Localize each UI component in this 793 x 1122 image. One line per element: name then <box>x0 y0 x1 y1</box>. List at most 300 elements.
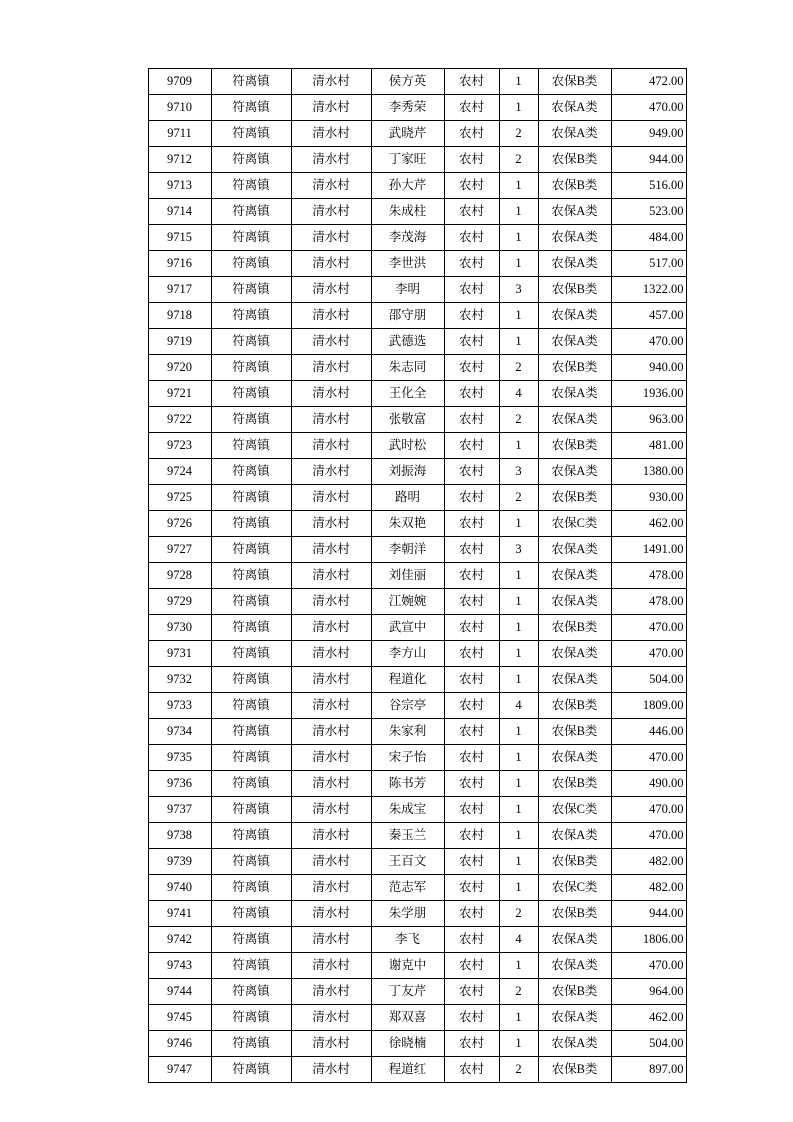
cell-name: 丁友芹 <box>371 979 444 1005</box>
cell-name: 朱家利 <box>371 719 444 745</box>
cell-amount: 897.00 <box>611 1057 686 1083</box>
cell-category: 农保A类 <box>538 199 611 225</box>
cell-id: 9739 <box>148 849 211 875</box>
cell-amount: 472.00 <box>611 69 686 95</box>
cell-village: 清水村 <box>291 693 371 719</box>
cell-household-type: 农村 <box>444 433 499 459</box>
cell-id: 9712 <box>148 147 211 173</box>
cell-id: 9718 <box>148 303 211 329</box>
cell-amount: 470.00 <box>611 745 686 771</box>
cell-household-type: 农村 <box>444 485 499 511</box>
cell-person-count: 1 <box>499 875 538 901</box>
cell-amount: 470.00 <box>611 329 686 355</box>
cell-town: 符离镇 <box>211 277 291 303</box>
cell-household-type: 农村 <box>444 797 499 823</box>
cell-household-type: 农村 <box>444 537 499 563</box>
table-row <box>148 771 686 797</box>
table-row <box>148 589 686 615</box>
cell-category: 农保A类 <box>538 667 611 693</box>
cell-name: 王百文 <box>371 849 444 875</box>
cell-amount: 470.00 <box>611 641 686 667</box>
cell-household-type: 农村 <box>444 1057 499 1083</box>
cell-person-count: 1 <box>499 1031 538 1057</box>
cell-category: 农保A类 <box>538 95 611 121</box>
cell-amount: 484.00 <box>611 225 686 251</box>
cell-name: 邵守朋 <box>371 303 444 329</box>
cell-id: 9717 <box>148 277 211 303</box>
cell-category: 农保B类 <box>538 147 611 173</box>
table-row <box>148 485 686 511</box>
cell-town: 符离镇 <box>211 823 291 849</box>
cell-id: 9733 <box>148 693 211 719</box>
cell-name: 秦玉兰 <box>371 823 444 849</box>
table-row <box>148 459 686 485</box>
cell-amount: 446.00 <box>611 719 686 745</box>
table-row <box>148 407 686 433</box>
cell-category: 农保C类 <box>538 875 611 901</box>
cell-town: 符离镇 <box>211 459 291 485</box>
table-row <box>148 329 686 355</box>
cell-amount: 1380.00 <box>611 459 686 485</box>
cell-id: 9730 <box>148 615 211 641</box>
cell-category: 农保A类 <box>538 953 611 979</box>
cell-amount: 470.00 <box>611 797 686 823</box>
cell-village: 清水村 <box>291 771 371 797</box>
cell-name: 刘振海 <box>371 459 444 485</box>
cell-town: 符离镇 <box>211 719 291 745</box>
cell-person-count: 1 <box>499 953 538 979</box>
cell-town: 符离镇 <box>211 1005 291 1031</box>
cell-town: 符离镇 <box>211 303 291 329</box>
cell-name: 宋子怡 <box>371 745 444 771</box>
cell-person-count: 4 <box>499 693 538 719</box>
cell-name: 李朝洋 <box>371 537 444 563</box>
cell-village: 清水村 <box>291 823 371 849</box>
cell-id: 9729 <box>148 589 211 615</box>
cell-category: 农保A类 <box>538 225 611 251</box>
cell-town: 符离镇 <box>211 251 291 277</box>
cell-name: 丁家旺 <box>371 147 444 173</box>
table-row <box>148 303 686 329</box>
cell-village: 清水村 <box>291 563 371 589</box>
cell-id: 9731 <box>148 641 211 667</box>
cell-name: 朱学朋 <box>371 901 444 927</box>
cell-household-type: 农村 <box>444 953 499 979</box>
cell-name: 侯方英 <box>371 69 444 95</box>
cell-amount: 944.00 <box>611 147 686 173</box>
cell-village: 清水村 <box>291 485 371 511</box>
cell-town: 符离镇 <box>211 693 291 719</box>
cell-amount: 504.00 <box>611 667 686 693</box>
cell-category: 农保A类 <box>538 1005 611 1031</box>
cell-id: 9720 <box>148 355 211 381</box>
cell-town: 符离镇 <box>211 407 291 433</box>
table-row <box>148 979 686 1005</box>
cell-village: 清水村 <box>291 797 371 823</box>
table-row <box>148 1031 686 1057</box>
cell-id: 9713 <box>148 173 211 199</box>
cell-village: 清水村 <box>291 849 371 875</box>
cell-name: 陈书芳 <box>371 771 444 797</box>
cell-village: 清水村 <box>291 953 371 979</box>
cell-household-type: 农村 <box>444 563 499 589</box>
cell-amount: 516.00 <box>611 173 686 199</box>
cell-name: 李世洪 <box>371 251 444 277</box>
cell-name: 武时松 <box>371 433 444 459</box>
cell-town: 符离镇 <box>211 797 291 823</box>
cell-name: 刘佳丽 <box>371 563 444 589</box>
cell-category: 农保A类 <box>538 823 611 849</box>
cell-town: 符离镇 <box>211 225 291 251</box>
cell-name: 李方山 <box>371 641 444 667</box>
cell-village: 清水村 <box>291 1031 371 1057</box>
cell-town: 符离镇 <box>211 1057 291 1083</box>
table-container <box>148 68 684 1083</box>
table-row <box>148 641 686 667</box>
cell-person-count: 2 <box>499 485 538 511</box>
cell-id: 9711 <box>148 121 211 147</box>
cell-category: 农保A类 <box>538 381 611 407</box>
cell-town: 符离镇 <box>211 1031 291 1057</box>
cell-village: 清水村 <box>291 147 371 173</box>
cell-town: 符离镇 <box>211 563 291 589</box>
cell-village: 清水村 <box>291 667 371 693</box>
cell-id: 9744 <box>148 979 211 1005</box>
cell-person-count: 4 <box>499 927 538 953</box>
cell-name: 武德选 <box>371 329 444 355</box>
cell-amount: 482.00 <box>611 875 686 901</box>
cell-household-type: 农村 <box>444 121 499 147</box>
cell-household-type: 农村 <box>444 615 499 641</box>
cell-village: 清水村 <box>291 303 371 329</box>
cell-village: 清水村 <box>291 121 371 147</box>
table-row <box>148 745 686 771</box>
table-row <box>148 667 686 693</box>
cell-town: 符离镇 <box>211 329 291 355</box>
cell-amount: 944.00 <box>611 901 686 927</box>
cell-id: 9724 <box>148 459 211 485</box>
cell-person-count: 1 <box>499 615 538 641</box>
cell-person-count: 1 <box>499 95 538 121</box>
table-row <box>148 147 686 173</box>
cell-category: 农保B类 <box>538 849 611 875</box>
cell-town: 符离镇 <box>211 641 291 667</box>
cell-id: 9741 <box>148 901 211 927</box>
cell-category: 农保B类 <box>538 615 611 641</box>
cell-town: 符离镇 <box>211 69 291 95</box>
cell-person-count: 2 <box>499 121 538 147</box>
cell-town: 符离镇 <box>211 485 291 511</box>
cell-household-type: 农村 <box>444 1005 499 1031</box>
cell-amount: 949.00 <box>611 121 686 147</box>
cell-person-count: 1 <box>499 641 538 667</box>
cell-id: 9743 <box>148 953 211 979</box>
cell-person-count: 1 <box>499 199 538 225</box>
cell-id: 9721 <box>148 381 211 407</box>
cell-amount: 964.00 <box>611 979 686 1005</box>
cell-village: 清水村 <box>291 901 371 927</box>
cell-amount: 462.00 <box>611 1005 686 1031</box>
cell-amount: 481.00 <box>611 433 686 459</box>
cell-person-count: 3 <box>499 537 538 563</box>
cell-category: 农保B类 <box>538 277 611 303</box>
cell-household-type: 农村 <box>444 225 499 251</box>
cell-id: 9727 <box>148 537 211 563</box>
cell-category: 农保A类 <box>538 303 611 329</box>
cell-village: 清水村 <box>291 199 371 225</box>
cell-village: 清水村 <box>291 173 371 199</box>
cell-category: 农保B类 <box>538 901 611 927</box>
cell-amount: 470.00 <box>611 823 686 849</box>
cell-village: 清水村 <box>291 641 371 667</box>
cell-amount: 490.00 <box>611 771 686 797</box>
cell-person-count: 2 <box>499 407 538 433</box>
cell-category: 农保A类 <box>538 745 611 771</box>
cell-amount: 470.00 <box>611 953 686 979</box>
cell-town: 符离镇 <box>211 199 291 225</box>
cell-person-count: 1 <box>499 225 538 251</box>
cell-person-count: 1 <box>499 329 538 355</box>
cell-village: 清水村 <box>291 589 371 615</box>
cell-person-count: 1 <box>499 511 538 537</box>
table-row <box>148 381 686 407</box>
cell-village: 清水村 <box>291 1005 371 1031</box>
cell-category: 农保A类 <box>538 459 611 485</box>
cell-category: 农保A类 <box>538 589 611 615</box>
cell-category: 农保A类 <box>538 537 611 563</box>
cell-category: 农保B类 <box>538 1057 611 1083</box>
cell-category: 农保C类 <box>538 797 611 823</box>
cell-person-count: 1 <box>499 433 538 459</box>
cell-person-count: 1 <box>499 719 538 745</box>
cell-id: 9728 <box>148 563 211 589</box>
cell-household-type: 农村 <box>444 901 499 927</box>
cell-person-count: 1 <box>499 69 538 95</box>
cell-household-type: 农村 <box>444 823 499 849</box>
cell-household-type: 农村 <box>444 875 499 901</box>
cell-household-type: 农村 <box>444 173 499 199</box>
cell-person-count: 2 <box>499 979 538 1005</box>
cell-id: 9709 <box>148 69 211 95</box>
cell-amount: 457.00 <box>611 303 686 329</box>
cell-town: 符离镇 <box>211 355 291 381</box>
cell-household-type: 农村 <box>444 303 499 329</box>
table-row <box>148 95 686 121</box>
cell-person-count: 1 <box>499 173 538 199</box>
cell-category: 农保A类 <box>538 407 611 433</box>
cell-town: 符离镇 <box>211 953 291 979</box>
cell-id: 9737 <box>148 797 211 823</box>
cell-village: 清水村 <box>291 251 371 277</box>
cell-person-count: 1 <box>499 797 538 823</box>
cell-town: 符离镇 <box>211 875 291 901</box>
table-row <box>148 199 686 225</box>
table-row <box>148 69 686 95</box>
table-row <box>148 615 686 641</box>
cell-amount: 470.00 <box>611 615 686 641</box>
table-row <box>148 173 686 199</box>
cell-name: 谷宗亭 <box>371 693 444 719</box>
cell-category: 农保A类 <box>538 641 611 667</box>
table-row <box>148 901 686 927</box>
table-body <box>148 69 686 1083</box>
cell-village: 清水村 <box>291 927 371 953</box>
cell-village: 清水村 <box>291 329 371 355</box>
cell-id: 9723 <box>148 433 211 459</box>
cell-person-count: 1 <box>499 771 538 797</box>
cell-category: 农保B类 <box>538 173 611 199</box>
table-row <box>148 1005 686 1031</box>
cell-person-count: 1 <box>499 667 538 693</box>
table-row <box>148 875 686 901</box>
cell-town: 符离镇 <box>211 771 291 797</box>
cell-amount: 482.00 <box>611 849 686 875</box>
cell-amount: 1936.00 <box>611 381 686 407</box>
cell-id: 9738 <box>148 823 211 849</box>
cell-id: 9715 <box>148 225 211 251</box>
cell-id: 9735 <box>148 745 211 771</box>
cell-name: 武晓芹 <box>371 121 444 147</box>
cell-village: 清水村 <box>291 407 371 433</box>
cell-town: 符离镇 <box>211 121 291 147</box>
table-row <box>148 849 686 875</box>
cell-amount: 504.00 <box>611 1031 686 1057</box>
cell-category: 农保A类 <box>538 121 611 147</box>
cell-amount: 930.00 <box>611 485 686 511</box>
table-row <box>148 121 686 147</box>
cell-person-count: 1 <box>499 589 538 615</box>
cell-village: 清水村 <box>291 459 371 485</box>
cell-town: 符离镇 <box>211 745 291 771</box>
cell-name: 江婉婉 <box>371 589 444 615</box>
cell-household-type: 农村 <box>444 355 499 381</box>
cell-person-count: 2 <box>499 147 538 173</box>
cell-name: 程道红 <box>371 1057 444 1083</box>
cell-category: 农保C类 <box>538 511 611 537</box>
cell-village: 清水村 <box>291 979 371 1005</box>
cell-name: 武宣中 <box>371 615 444 641</box>
cell-village: 清水村 <box>291 95 371 121</box>
table-row <box>148 693 686 719</box>
cell-household-type: 农村 <box>444 251 499 277</box>
cell-name: 朱成柱 <box>371 199 444 225</box>
cell-category: 农保B类 <box>538 719 611 745</box>
cell-id: 9732 <box>148 667 211 693</box>
cell-town: 符离镇 <box>211 901 291 927</box>
table-row <box>148 823 686 849</box>
cell-name: 朱双艳 <box>371 511 444 537</box>
cell-household-type: 农村 <box>444 979 499 1005</box>
cell-village: 清水村 <box>291 1057 371 1083</box>
cell-id: 9734 <box>148 719 211 745</box>
cell-name: 王化全 <box>371 381 444 407</box>
cell-name: 李明 <box>371 277 444 303</box>
cell-name: 程道化 <box>371 667 444 693</box>
cell-category: 农保B类 <box>538 355 611 381</box>
cell-category: 农保B类 <box>538 69 611 95</box>
cell-person-count: 1 <box>499 849 538 875</box>
cell-town: 符离镇 <box>211 927 291 953</box>
cell-amount: 1809.00 <box>611 693 686 719</box>
cell-id: 9745 <box>148 1005 211 1031</box>
table-row <box>148 433 686 459</box>
cell-name: 谢克中 <box>371 953 444 979</box>
cell-village: 清水村 <box>291 69 371 95</box>
cell-household-type: 农村 <box>444 719 499 745</box>
cell-person-count: 2 <box>499 355 538 381</box>
cell-household-type: 农村 <box>444 511 499 537</box>
cell-town: 符离镇 <box>211 667 291 693</box>
cell-category: 农保B类 <box>538 693 611 719</box>
cell-household-type: 农村 <box>444 771 499 797</box>
cell-id: 9716 <box>148 251 211 277</box>
cell-category: 农保A类 <box>538 1031 611 1057</box>
cell-name: 孙大芹 <box>371 173 444 199</box>
cell-id: 9719 <box>148 329 211 355</box>
table-row <box>148 953 686 979</box>
cell-id: 9747 <box>148 1057 211 1083</box>
cell-id: 9736 <box>148 771 211 797</box>
cell-village: 清水村 <box>291 615 371 641</box>
cell-town: 符离镇 <box>211 589 291 615</box>
cell-person-count: 3 <box>499 459 538 485</box>
cell-household-type: 农村 <box>444 1031 499 1057</box>
table-row <box>148 1057 686 1083</box>
cell-village: 清水村 <box>291 875 371 901</box>
cell-id: 9746 <box>148 1031 211 1057</box>
cell-household-type: 农村 <box>444 407 499 433</box>
table-row <box>148 563 686 589</box>
cell-amount: 478.00 <box>611 563 686 589</box>
cell-person-count: 1 <box>499 823 538 849</box>
cell-village: 清水村 <box>291 745 371 771</box>
cell-town: 符离镇 <box>211 147 291 173</box>
cell-person-count: 1 <box>499 745 538 771</box>
cell-name: 路明 <box>371 485 444 511</box>
table-row <box>148 511 686 537</box>
cell-person-count: 4 <box>499 381 538 407</box>
cell-village: 清水村 <box>291 381 371 407</box>
cell-village: 清水村 <box>291 537 371 563</box>
cell-id: 9714 <box>148 199 211 225</box>
cell-village: 清水村 <box>291 355 371 381</box>
cell-category: 农保A类 <box>538 563 611 589</box>
cell-category: 农保B类 <box>538 485 611 511</box>
cell-name: 张敬富 <box>371 407 444 433</box>
cell-town: 符离镇 <box>211 511 291 537</box>
cell-amount: 478.00 <box>611 589 686 615</box>
cell-name: 范志军 <box>371 875 444 901</box>
cell-amount: 1491.00 <box>611 537 686 563</box>
subsidy-table <box>148 68 687 1083</box>
table-row <box>148 355 686 381</box>
cell-household-type: 农村 <box>444 667 499 693</box>
cell-amount: 470.00 <box>611 95 686 121</box>
cell-household-type: 农村 <box>444 927 499 953</box>
cell-amount: 523.00 <box>611 199 686 225</box>
cell-id: 9722 <box>148 407 211 433</box>
cell-category: 农保A类 <box>538 927 611 953</box>
cell-household-type: 农村 <box>444 589 499 615</box>
cell-amount: 1806.00 <box>611 927 686 953</box>
cell-town: 符离镇 <box>211 95 291 121</box>
cell-id: 9740 <box>148 875 211 901</box>
cell-amount: 517.00 <box>611 251 686 277</box>
cell-category: 农保B类 <box>538 433 611 459</box>
cell-id: 9725 <box>148 485 211 511</box>
cell-household-type: 农村 <box>444 277 499 303</box>
cell-name: 李秀荣 <box>371 95 444 121</box>
